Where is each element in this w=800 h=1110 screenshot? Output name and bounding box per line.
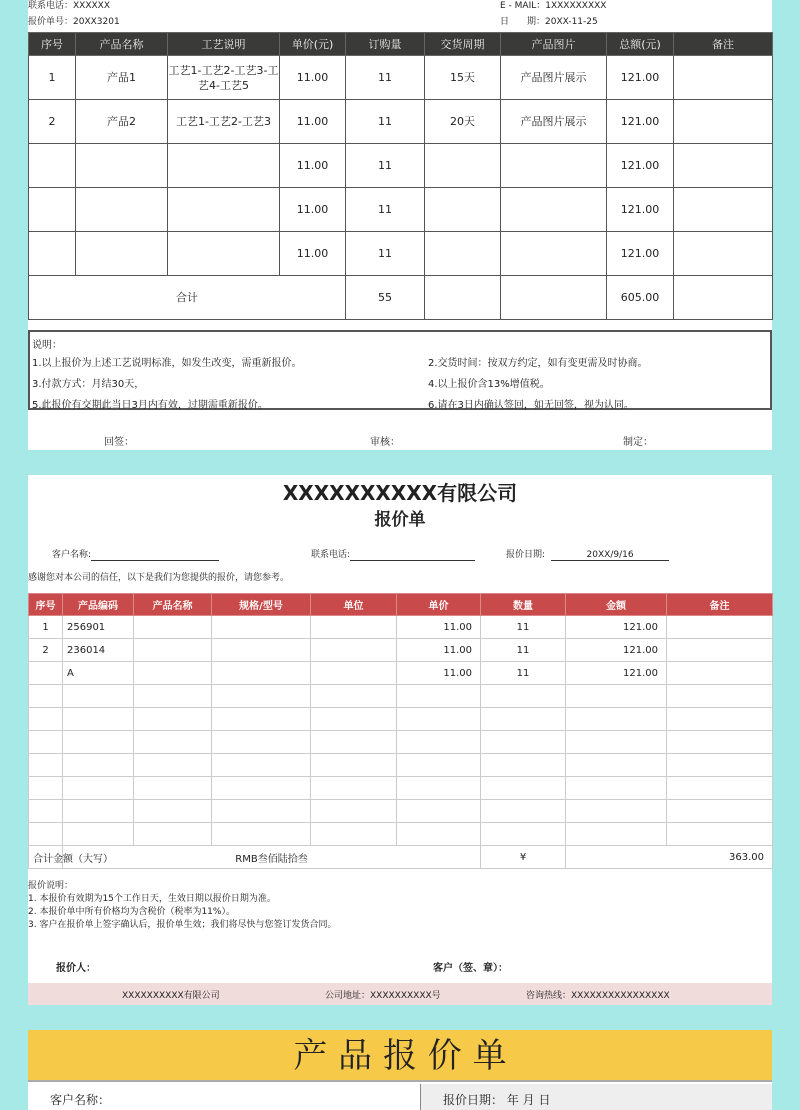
table-cell: 产品图片展示 — [501, 56, 607, 100]
column-header: 订购量 — [346, 33, 425, 56]
table-cell — [134, 800, 212, 823]
table-cell — [29, 777, 63, 800]
table-cell: 15天 — [425, 56, 501, 100]
total-label: 合计 — [29, 276, 346, 320]
table-cell — [566, 731, 667, 754]
table-cell — [63, 823, 134, 846]
table-row — [29, 232, 773, 276]
table-cell — [63, 754, 134, 777]
table-cell — [501, 144, 607, 188]
column-header: 工艺说明 — [168, 33, 280, 56]
empty-cell — [425, 276, 501, 320]
table-cell — [212, 662, 311, 685]
table-cell: 121.00 — [566, 616, 667, 639]
quote-table-1 — [28, 32, 773, 320]
empty-cell — [674, 276, 773, 320]
table-cell — [481, 731, 566, 754]
table-cell — [212, 685, 311, 708]
table-cell — [212, 731, 311, 754]
table-row — [29, 144, 773, 188]
currency: ¥ — [481, 846, 566, 869]
table-cell: A — [63, 662, 134, 685]
customer-name-label: 客户名称： — [50, 1093, 111, 1107]
table-cell — [667, 639, 773, 662]
footer-address: 公司地址：XXXXXXXXXX号 — [325, 991, 441, 1001]
total-row — [29, 846, 773, 869]
table-cell — [29, 188, 76, 232]
total-amount: 605.00 — [607, 276, 674, 320]
table-cell — [397, 800, 481, 823]
table-row — [29, 731, 773, 754]
date-value: 20XX/9/16 — [551, 550, 669, 561]
customer-sign-label: 客户（签、章）： — [433, 963, 508, 974]
table-cell: 20天 — [425, 100, 501, 144]
total-qty: 55 — [346, 276, 425, 320]
table-cell: 11.00 — [280, 188, 346, 232]
table-cell — [168, 232, 280, 276]
quote-date: 报价日期： 年 月 日 — [420, 1084, 772, 1110]
table-cell — [63, 685, 134, 708]
table-row — [29, 823, 773, 846]
column-header: 单价 — [397, 594, 481, 616]
table-row — [29, 616, 773, 639]
notes-box — [28, 330, 772, 410]
table-cell: 11.00 — [280, 56, 346, 100]
table-cell: 11 — [481, 662, 566, 685]
table-cell — [481, 708, 566, 731]
table-cell — [134, 708, 212, 731]
table-cell — [134, 731, 212, 754]
total-row — [29, 276, 773, 320]
table-cell — [29, 662, 63, 685]
table-cell — [481, 685, 566, 708]
table-cell — [76, 232, 168, 276]
table-cell — [667, 662, 773, 685]
table-cell — [168, 144, 280, 188]
table-row — [29, 662, 773, 685]
table-cell — [63, 777, 134, 800]
note-item: 2. 本报价单中所有价格均为含税价（税率为11%）。 — [28, 907, 235, 917]
sign-return: 回签： — [104, 437, 134, 448]
table-cell — [501, 232, 607, 276]
quote-sheet-1 — [28, 0, 772, 450]
table-cell — [311, 823, 397, 846]
table-cell — [481, 777, 566, 800]
table-cell — [311, 754, 397, 777]
table-cell: 11 — [481, 639, 566, 662]
table-cell — [674, 144, 773, 188]
note-item: 3.付款方式：月结30天， — [32, 379, 145, 390]
table-cell — [566, 685, 667, 708]
table-cell — [134, 639, 212, 662]
quoter-label: 报价人： — [56, 963, 96, 974]
column-header: 金额 — [566, 594, 667, 616]
note-item: 3. 客户在报价单上签字确认后，报价单生效；我们将尽快与您签订发货合同。 — [28, 920, 337, 930]
table-cell — [76, 188, 168, 232]
quote-notes — [28, 880, 336, 932]
table-cell: 11.00 — [280, 100, 346, 144]
column-header: 备注 — [667, 594, 773, 616]
table-cell: 11.00 — [280, 232, 346, 276]
date-label: 报价日期: — [506, 550, 546, 560]
column-header: 规格/型号 — [212, 594, 311, 616]
table-cell: 121.00 — [607, 144, 674, 188]
sheet-title: 产 品 报 价 单 — [28, 1030, 772, 1082]
table-row — [29, 777, 773, 800]
table-cell: 121.00 — [566, 639, 667, 662]
footer-company: XXXXXXXXXX有限公司 — [122, 991, 220, 1001]
table-cell: 11 — [346, 56, 425, 100]
table-cell: 121.00 — [607, 188, 674, 232]
table-cell — [212, 800, 311, 823]
table-cell: 11.00 — [280, 144, 346, 188]
table-cell — [481, 823, 566, 846]
table-row — [29, 100, 773, 144]
footer-hotline: 咨询热线：XXXXXXXXXXXXXXXX — [526, 991, 670, 1001]
table-cell: 11 — [346, 100, 425, 144]
table-cell — [311, 662, 397, 685]
quote-sheet-3 — [28, 1030, 772, 1110]
table-cell — [667, 731, 773, 754]
table-cell — [134, 662, 212, 685]
table-cell: 11 — [346, 232, 425, 276]
total-label: 合计金额（大写） — [29, 846, 63, 869]
table-cell — [134, 616, 212, 639]
table-cell — [667, 754, 773, 777]
table-row — [29, 685, 773, 708]
table-cell — [397, 708, 481, 731]
column-header: 产品名称 — [76, 33, 168, 56]
table-row — [29, 56, 773, 100]
column-header: 单位 — [311, 594, 397, 616]
email-text: E - MAIL：1XXXXXXXXX — [500, 1, 607, 11]
table-cell: 1 — [29, 56, 76, 100]
table-cell — [481, 754, 566, 777]
table-cell: 11.00 — [397, 662, 481, 685]
table-cell — [425, 144, 501, 188]
table-cell — [674, 100, 773, 144]
table-cell — [311, 685, 397, 708]
total-words: RMB叁佰陆拾叁 — [63, 846, 481, 869]
column-header: 单价(元) — [280, 33, 346, 56]
table-cell — [134, 777, 212, 800]
table-cell — [425, 188, 501, 232]
table-cell — [566, 777, 667, 800]
column-header: 产品编码 — [63, 594, 134, 616]
table-cell — [29, 800, 63, 823]
note-item: 2.交货时间：按双方约定，如有变更需及时协商。 — [428, 358, 648, 369]
table-cell — [566, 823, 667, 846]
empty-cell — [501, 276, 607, 320]
table-cell: 11 — [481, 616, 566, 639]
table-cell: 2 — [29, 639, 63, 662]
table-cell: 工艺1-工艺2-工艺3 — [168, 100, 280, 144]
table-row — [29, 754, 773, 777]
table-cell — [397, 685, 481, 708]
table-cell — [29, 685, 63, 708]
table-cell — [212, 777, 311, 800]
table-cell — [134, 754, 212, 777]
table-cell — [212, 616, 311, 639]
table-row — [29, 188, 773, 232]
table-cell — [29, 144, 76, 188]
phone-field[interactable] — [311, 547, 475, 561]
table-cell — [311, 731, 397, 754]
quote-sheet-2 — [28, 475, 772, 1005]
table-cell: 11 — [346, 188, 425, 232]
table-cell — [29, 754, 63, 777]
table-cell: 236014 — [63, 639, 134, 662]
table-cell: 121.00 — [607, 100, 674, 144]
column-header: 序号 — [29, 33, 76, 56]
note-item: 1.以上报价为上述工艺说明标准，如发生改变，需重新报价。 — [32, 358, 302, 369]
table-cell — [566, 800, 667, 823]
table-cell — [667, 685, 773, 708]
table-cell: 1 — [29, 616, 63, 639]
table-cell — [667, 823, 773, 846]
footer-band — [28, 983, 772, 1005]
column-header: 总额(元) — [607, 33, 674, 56]
table-cell — [397, 731, 481, 754]
phone-label: 联系电话: — [311, 550, 351, 560]
table-cell: 产品1 — [76, 56, 168, 100]
table-cell — [481, 800, 566, 823]
notes-title: 报价说明： — [28, 881, 74, 891]
note-item: 6.请在3日内确认签回，如无回签，视为认同。 — [428, 400, 634, 411]
table-cell: 产品图片展示 — [501, 100, 607, 144]
quote-date: 日 期：20XX-11-25 — [500, 17, 598, 27]
thanks-text: 感谢您对本公司的信任，以下是我们为您提供的报价，请您参考。 — [28, 573, 290, 583]
table-cell — [397, 777, 481, 800]
customer-label: 客户名称: — [52, 550, 92, 560]
table-cell — [501, 188, 607, 232]
table-cell — [311, 777, 397, 800]
table-cell — [212, 754, 311, 777]
table-cell — [397, 823, 481, 846]
phone-text: 联系电话：XXXXXX — [28, 1, 110, 11]
table-cell — [63, 800, 134, 823]
table-cell: 产品2 — [76, 100, 168, 144]
table-cell — [29, 823, 63, 846]
table-cell — [168, 188, 280, 232]
quote-number: 报价单号：20XX3201 — [28, 17, 120, 27]
table-cell — [674, 188, 773, 232]
sign-review: 审核： — [370, 437, 400, 448]
table-cell — [134, 823, 212, 846]
table-cell — [674, 56, 773, 100]
column-header: 产品图片 — [501, 33, 607, 56]
sign-prepared: 制定： — [623, 437, 653, 448]
table-cell: 11.00 — [397, 616, 481, 639]
table-cell — [311, 639, 397, 662]
date-field[interactable] — [506, 547, 669, 561]
table-cell — [311, 708, 397, 731]
column-header: 产品名称 — [134, 594, 212, 616]
customer-name-field[interactable] — [52, 547, 219, 561]
note-item: 5.此报价有交期此当日3月内有效，过期需重新报价。 — [32, 400, 268, 411]
table-cell — [134, 685, 212, 708]
total-value: 363.00 — [566, 846, 773, 869]
company-name: XXXXXXXXXX有限公司 — [282, 481, 518, 505]
column-header: 交货周期 — [425, 33, 501, 56]
quote-table-2 — [28, 593, 773, 869]
column-header: 数量 — [481, 594, 566, 616]
table-cell — [667, 708, 773, 731]
table-cell — [674, 232, 773, 276]
table-cell: 121.00 — [566, 662, 667, 685]
table-cell: 2 — [29, 100, 76, 144]
table-cell: 256901 — [63, 616, 134, 639]
table-cell — [212, 823, 311, 846]
table-cell — [212, 639, 311, 662]
table-cell — [212, 708, 311, 731]
table-cell: 121.00 — [607, 232, 674, 276]
table-row — [29, 639, 773, 662]
table-cell — [311, 616, 397, 639]
table-cell — [566, 754, 667, 777]
table-cell: 121.00 — [607, 56, 674, 100]
note-item: 4.以上报价含13%增值税。 — [428, 379, 550, 390]
table-cell: 工艺1-工艺2-工艺3-工艺4-工艺5 — [168, 56, 280, 100]
table-cell — [63, 708, 134, 731]
column-header: 序号 — [29, 594, 63, 616]
table-cell — [76, 144, 168, 188]
table-cell — [667, 800, 773, 823]
table-row — [29, 800, 773, 823]
note-item: 1. 本报价有效期为15个工作日天，生效日期以报价日期为准。 — [28, 894, 276, 904]
notes-title: 说明： — [32, 340, 62, 351]
table-cell — [566, 708, 667, 731]
table-cell — [667, 777, 773, 800]
table-cell — [667, 616, 773, 639]
sheet-title: 报价单 — [374, 510, 426, 530]
table-cell — [63, 731, 134, 754]
table-cell — [311, 800, 397, 823]
table-cell — [29, 232, 76, 276]
table-cell: 11 — [346, 144, 425, 188]
column-header: 备注 — [674, 33, 773, 56]
table-cell: 11.00 — [397, 639, 481, 662]
table-row — [29, 708, 773, 731]
table-cell — [425, 232, 501, 276]
table-cell — [29, 731, 63, 754]
table-cell — [29, 708, 63, 731]
table-cell — [397, 754, 481, 777]
